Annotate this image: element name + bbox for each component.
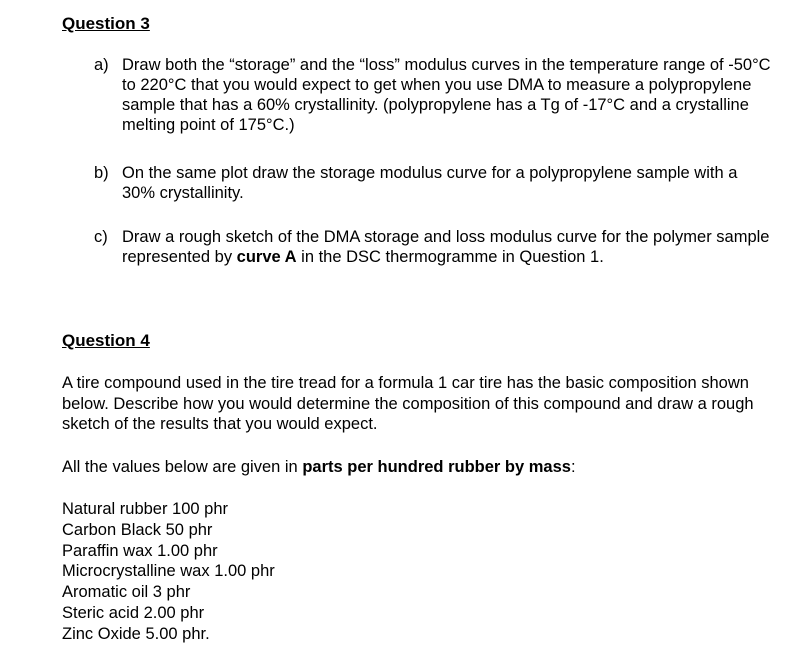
list-item: Natural rubber 100 phr: [62, 500, 229, 518]
values-note-after: :: [570, 458, 576, 476]
item-letter: c): [94, 228, 108, 246]
item-letter: b): [94, 164, 109, 182]
list-item: Paraffin wax 1.00 phr: [62, 541, 218, 560]
question-3-heading: Question 3: [62, 14, 150, 33]
list-item: Microcrystalline wax 1.00 phr: [62, 562, 275, 581]
list-item: Steric acid 2.00 phr: [62, 603, 205, 622]
question-3c: [94, 227, 774, 267]
values-note: [62, 457, 774, 478]
question-4-heading: Question 4: [62, 331, 150, 350]
list-item: Aromatic oil 3 phr: [62, 583, 191, 602]
list-item: Zinc Oxide 5.00 phr.: [62, 624, 210, 643]
item-text-after: in the DSC thermogramme in Question 1.: [296, 248, 604, 266]
question-4-intro: A tire compound used in the tire tread for a formula 1 car tire has the basic composition shown below. Describe how you would determine the composition of this compound and draw a rough sketch of the results that you would expect.: [62, 374, 754, 433]
curve-a-emphasis: curve A: [236, 248, 297, 266]
values-note-emphasis: parts per hundred rubber by mass: [302, 458, 571, 476]
question-3b: [94, 163, 774, 203]
item-text: [122, 227, 774, 267]
question-3a: [94, 55, 774, 135]
list-item: Carbon Black 50 phr: [62, 520, 213, 539]
item-text-before: Draw a rough sketch of the DMA storage and loss modulus curve for the polymer sample represented by: [122, 228, 770, 266]
composition-list: [62, 499, 462, 645]
item-text: Draw both the “storage” and the “loss” modulus curves in the temperature range of -50°C to 220°C that you would expect to get when you use DMA to measure a polypropylene sample that has a 60% crystallinity. (polypropylene has a Tg of -17°C and a crystalline melting point of 175°C.): [122, 56, 771, 134]
item-text: On the same plot draw the storage modulus curve for a polypropylene sample with a 30% crystallinity.: [122, 164, 738, 202]
values-note-before: All the values below are given in: [62, 458, 303, 476]
item-letter: a): [94, 56, 109, 74]
